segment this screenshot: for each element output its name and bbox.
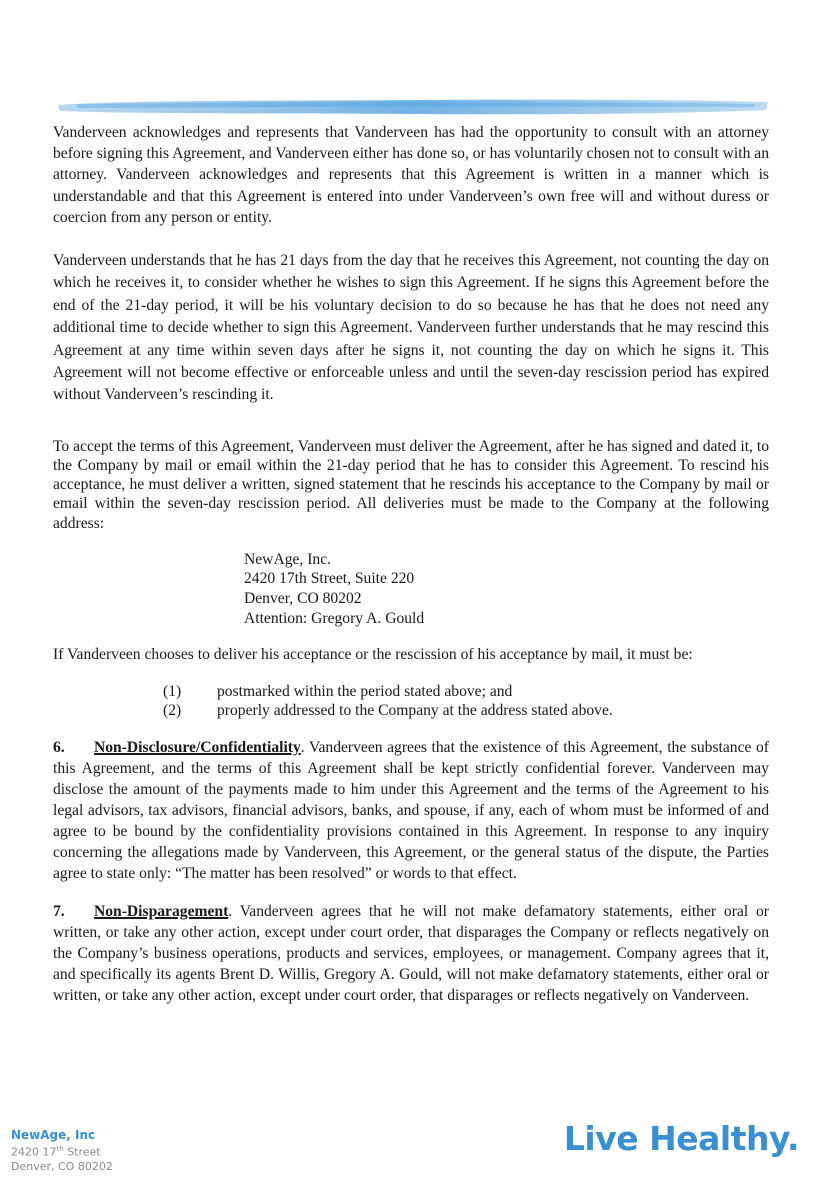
mail-requirements-list [163,682,769,720]
paragraph-mail-condition: If Vanderveen chooses to deliver his acceptance or the rescission of his acceptance by mail, it must be: [53,646,693,664]
list-item-text: properly addressed to the Company at the address stated above. [217,702,613,720]
footer-city: Denver, CO 80202 [11,1159,113,1173]
paragraph-review-period: Vanderveen understands that he has 21 days from the day that he receives this Agreement, not counting the day on which he receives it, to consider whether he wishes to sign this Agreement. If he signs this Agreement before the end of the 21-day period, it will be his voluntary decision to do so because he has that he does not need any additional time to decide whether to sign this Agreement. Vanderveen further understands that he may rescind this Agreement at any time within seven days after he signs it, not counting the day on which he signs it. This Agreement will not become effective or enforceable unless and until the seven-day rescission period has expired without Vanderveen’s rescinding it. [53,252,769,404]
header-brush-stroke [56,96,770,118]
paragraph-consult: Vanderveen acknowledges and represents that Vanderveen has had the opportunity to consult with an attorney before signing this Agreement, and Vanderveen either has done so, or has voluntarily chosen not to consult with an attorney. Vanderveen acknowledges and represents that this Agreement is written in a manner which is understandable and that this Agreement is entered into under Vanderveen’s own free will and without duress or coercion from any person or entity. [53,124,769,226]
footer-street-number: 2420 17 [11,1145,57,1159]
list-item [163,682,769,701]
footer-street [11,1142,113,1160]
paragraph-delivery: To accept the terms of this Agreement, Vanderveen must deliver the Agreement, after he has signed and dated it, to the Company by mail or email within the 21-day period that he has to consider this Agreement. To rescind his acceptance, he must deliver a written, signed statement that he rescinds his acceptance to the Company by mail or email within the seven-day rescission period. All deliveries must be made to the Company at the following address: [53,437,769,532]
section-number: 6. [53,739,65,757]
footer-street-suffix: th [56,1145,64,1153]
address-line: NewAge, Inc. [244,550,332,568]
section-body: . Vanderveen agrees that he will not make defamatory statements, either oral or written, or take any other action, except under court order, that disparages the Company or reflects negatively on the Company’s business operations, products and services, employees, or management. Company agrees that it, and specifically its agents Brent D. Willis, Gregory A. Gould, will not make defamatory statements, either oral or written, or take any other action, except under court order, that disparages or reflects negatively on Vanderveen. [53,903,769,1005]
address-line: Denver, CO 80202 [244,590,362,608]
section-6-confidentiality [53,737,769,884]
list-item-text: postmarked within the period stated above; and [217,683,513,701]
address-line: 2420 17th Street, Suite 220 [244,570,415,588]
list-item [163,701,769,720]
list-item-number: (1) [163,683,182,701]
section-body: . Vanderveen agrees that the existence of this Agreement, the substance of this Agreement, and the terms of this Agreement shall be kept strictly confidential forever. Vanderveen may disclose the amount of the payments made to him under this Agreement and the terms of the Agreement to his legal advisors, tax advisors, financial advisors, banks, and spouse, if any, each of whom must be informed of and agree to be bound by the confidentiality provisions contained in this Agreement. In response to any inquiry concerning the allegations made by Vanderveen, this Agreement, or the general status of the dispute, the Parties agree to state only: “The matter has been resolved” or words to that effect. [53,739,769,883]
section-title: Non-Disparagement [94,903,229,921]
footer-company-name: NewAge, Inc [11,1128,96,1142]
section-7-non-disparagement [53,901,769,1006]
footer-company-address [11,1128,113,1174]
footer-tagline: Live Healthy. [563,1119,799,1158]
section-number: 7. [53,903,65,921]
address-line: Attention: Gregory A. Gould [244,609,425,627]
document-body [53,122,769,1006]
list-item-number: (2) [163,702,182,720]
footer-street-name: Street [63,1145,101,1159]
section-title: Non-Disclosure/Confidentiality [94,739,301,757]
address-block [244,550,769,628]
